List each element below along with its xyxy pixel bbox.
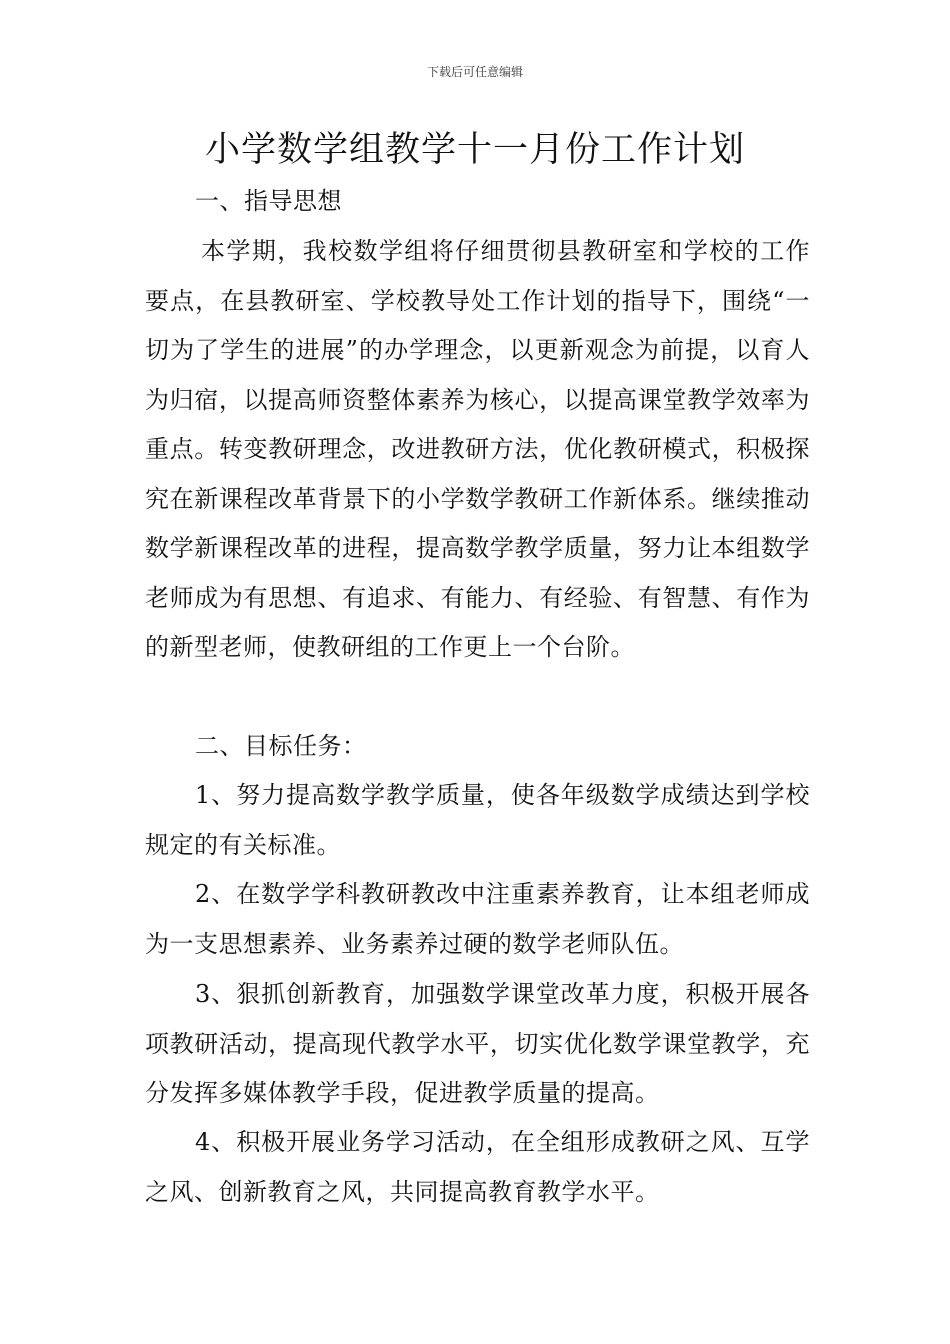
section-heading-guiding-ideology: 一、指导思想	[195, 187, 342, 215]
section-paragraph-guiding-ideology: 本学期，我校数学组将仔细贯彻县教研室和学校的工作要点，在县教研室、学校教导处工作计划的指导下，围绕“一切为了学生的进展”的办学理念，以更新观念为前提，以育人为归宿，以提高师资整体素养为核心，以提高课堂教学效率为重点。转变教研理念，改进教研方法，优化教研模式，积极探究在新课程改革背景下的小学数学教研工作新体系。继续推动数学新课程改革的进程，提高数学教学质量，努力让本组数学老师成为有思想、有追求、有能力、有经验、有智慧、有作为的新型老师，使教研组的工作更上一个台阶。	[145, 237, 810, 661]
page-title: 小学数学组教学十一月份工作计划	[204, 130, 745, 170]
goal-item: 4、积极开展业务学习活动，在全组形成教研之风、互学之风、创新教育之风，共同提高教育教学水平。	[145, 1128, 810, 1206]
goal-item: 2、在数学学科教研教改中注重素养教育，让本组老师成为一支思想素养、业务素养过硬的数学老师队伍。	[145, 880, 810, 958]
goal-item: 3、狠抓创新教育，加强数学课堂改革力度，积极开展各项教研活动，提高现代教学水平，切实优化数学课堂教学，充分发挥多媒体教学手段，促进教学质量的提高。	[145, 980, 810, 1107]
section-heading-goals: 二、目标任务：	[195, 732, 367, 760]
goal-item: 1、努力提高数学教学质量，使各年级数学成绩达到学校规定的有关标准。	[145, 781, 810, 859]
header-note: 下载后可任意编辑	[426, 65, 523, 79]
